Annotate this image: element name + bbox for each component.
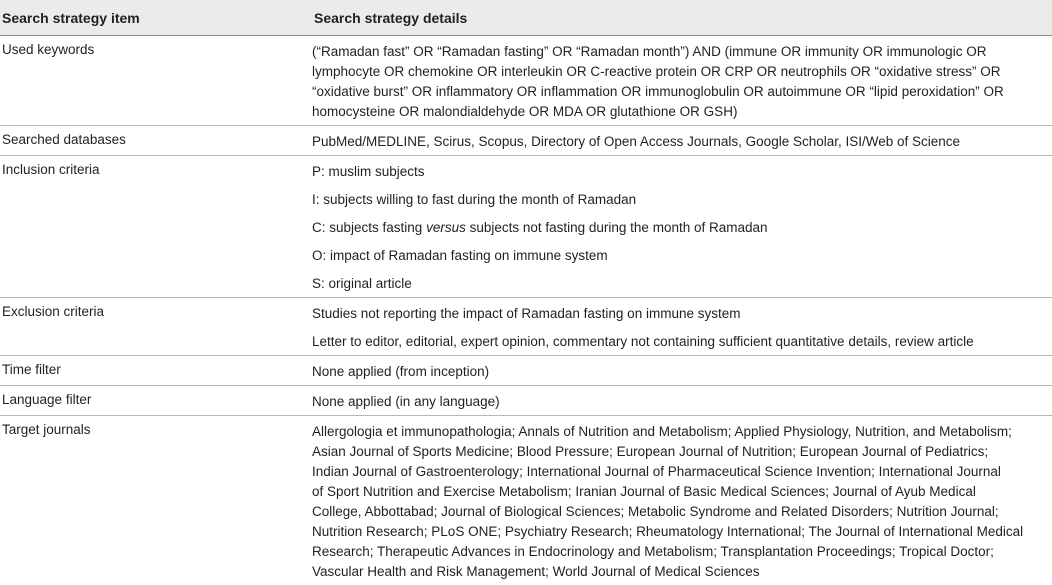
journals-line: Vascular Health and Risk Management; World Journal of Medical Sciences <box>312 562 1052 582</box>
inclusion-c-after: subjects not fasting during the month of Ramadan <box>466 220 768 235</box>
inclusion-o: O: impact of Ramadan fasting on immune system <box>312 246 1052 266</box>
keywords-line: “oxidative burst” OR inflammatory OR inflammation OR immunoglobulin OR autoimmune OR “lipid peroxidation” OR <box>312 82 1052 102</box>
table-row <box>0 126 1052 156</box>
journals-line: College, Abbottabad; Journal of Biological Sciences; Metabolic Syndrome and Related Disorders; Nutrition Journal; <box>312 502 1052 522</box>
journals-line: of Sport Nutrition and Exercise Metabolism; Iranian Journal of Basic Medical Sciences; Journal of Ayub Medical <box>312 482 1052 502</box>
exclusion-entry: Studies not reporting the impact of Ramadan fasting on immune system <box>312 304 1052 324</box>
table-row <box>0 298 1052 356</box>
journals-line: Allergologia et immunopathologia; Annals of Nutrition and Metabolism; Applied Physiology, Nutrition, and Metabolism; <box>312 422 1052 442</box>
table-row <box>0 356 1052 386</box>
header-details: Search strategy details <box>312 0 1052 36</box>
row-details-target-journals <box>312 416 1052 585</box>
row-item-exclusion: Exclusion criteria <box>0 298 312 356</box>
header-item: Search strategy item <box>0 0 312 36</box>
row-details-language-filter <box>312 386 1052 416</box>
header-row <box>0 0 1052 36</box>
journals-line: Research; Therapeutic Advances in Endocrinology and Metabolism; Transplantation Proceedings; Tropical Doctor; <box>312 542 1052 562</box>
table-row <box>0 156 1052 298</box>
row-details-time-filter <box>312 356 1052 386</box>
keywords-line: (“Ramadan fast” OR “Ramadan fasting” OR “Ramadan month”) AND (immune OR immunity OR immunologic OR <box>312 42 1052 62</box>
table-row <box>0 386 1052 416</box>
inclusion-p: P: muslim subjects <box>312 162 1052 182</box>
row-item-time-filter: Time filter <box>0 356 312 386</box>
time-filter-line: None applied (from inception) <box>312 362 1052 382</box>
row-details-exclusion <box>312 298 1052 356</box>
row-details-databases <box>312 126 1052 156</box>
exclusion-entry: Letter to editor, editorial, expert opinion, commentary not containing sufficient quantitative details, review article <box>312 332 1052 352</box>
row-details-inclusion <box>312 156 1052 298</box>
keywords-line: homocysteine OR malondialdehyde OR MDA OR glutathione OR GSH) <box>312 102 1052 122</box>
row-details-keywords <box>312 36 1052 126</box>
databases-line: PubMed/MEDLINE, Scirus, Scopus, Directory of Open Access Journals, Google Scholar, ISI/Web of Science <box>312 132 1052 152</box>
table-row <box>0 416 1052 585</box>
table-row <box>0 36 1052 126</box>
row-item-target-journals: Target journals <box>0 416 312 585</box>
row-item-language-filter: Language filter <box>0 386 312 416</box>
inclusion-c <box>312 218 1052 238</box>
inclusion-c-italic: versus <box>426 220 466 235</box>
row-item-databases: Searched databases <box>0 126 312 156</box>
inclusion-i: I: subjects willing to fast during the month of Ramadan <box>312 190 1052 210</box>
inclusion-s: S: original article <box>312 274 1052 294</box>
row-item-keywords: Used keywords <box>0 36 312 126</box>
language-filter-line: None applied (in any language) <box>312 392 1052 412</box>
table-header <box>0 0 1052 36</box>
journals-line: Nutrition Research; PLoS ONE; Psychiatry Research; Rheumatology International; The Journal of International Medical <box>312 522 1052 542</box>
inclusion-c-before: C: subjects fasting <box>312 220 426 235</box>
journals-line: Indian Journal of Gastroenterology; International Journal of Pharmaceutical Science Invention; International Journal <box>312 462 1052 482</box>
row-item-inclusion: Inclusion criteria <box>0 156 312 298</box>
journals-line: Asian Journal of Sports Medicine; Blood Pressure; European Journal of Nutrition; European Journal of Pediatrics; <box>312 442 1052 462</box>
keywords-line: lymphocyte OR chemokine OR interleukin OR C-reactive protein OR CRP OR neutrophils OR “oxidative stress” OR <box>312 62 1052 82</box>
